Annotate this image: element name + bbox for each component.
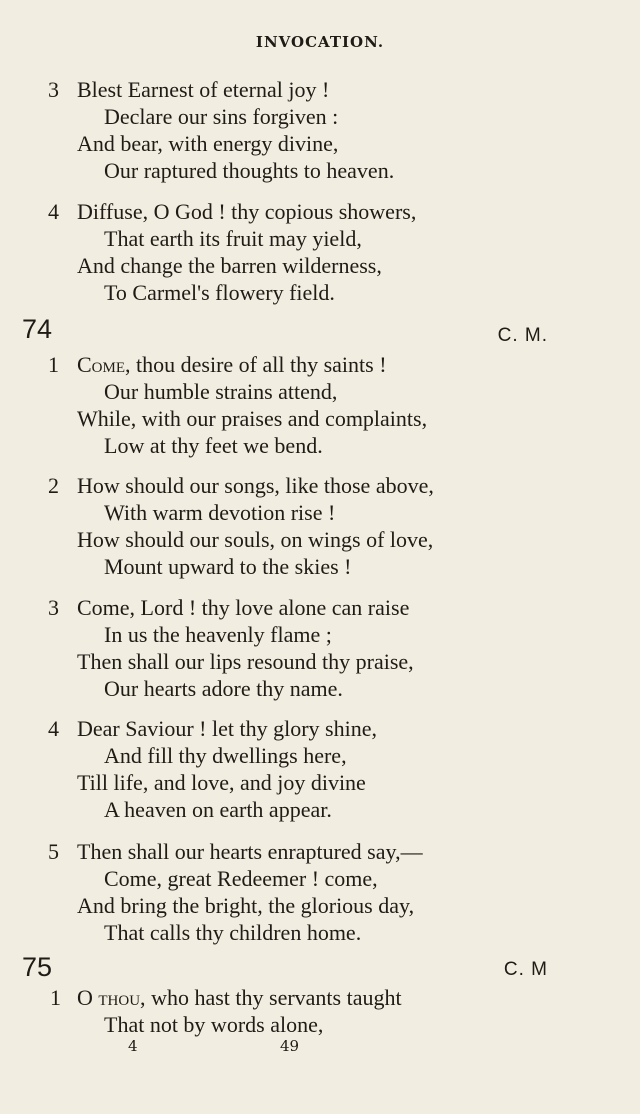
verse-line: How should our souls, on wings of love, xyxy=(77,527,434,552)
verse-first-word: O thou, xyxy=(77,985,146,1010)
verse-line: That not by words alone, xyxy=(104,1012,324,1037)
verse-line: Dear Saviour ! let thy glory shine, xyxy=(77,716,377,741)
hymn-meter: C. M. xyxy=(497,325,548,346)
verse-line: A heaven on earth appear. xyxy=(104,797,332,822)
verse-line: Come, great Redeemer ! come, xyxy=(104,866,378,891)
hymn-number: 74 xyxy=(22,314,53,344)
verse-first-word: Come, xyxy=(77,352,131,377)
verse-line-rest: who hast thy servants taught xyxy=(145,985,402,1010)
verse-line-rest: thou desire of all thy saints ! xyxy=(130,352,387,377)
verse-line: In us the heavenly flame ; xyxy=(104,622,332,647)
verse-line: Mount upward to the skies ! xyxy=(104,554,352,579)
page-number: 49 xyxy=(280,1037,300,1055)
verse-line: Our raptured thoughts to heaven. xyxy=(104,158,395,183)
verse-line: Come, Lord ! thy love alone can raise xyxy=(77,595,410,620)
verse-line: Our humble strains attend, xyxy=(104,379,338,404)
verse-line: Then shall our hearts enraptured say,— xyxy=(77,839,423,864)
verse-line: And change the barren wilderness, xyxy=(77,253,382,278)
verse-line: That earth its fruit may yield, xyxy=(104,226,362,251)
verse-number: 4 xyxy=(48,716,59,741)
verse-line: Our hearts adore thy name. xyxy=(104,676,343,701)
verse-line: With warm devotion rise ! xyxy=(104,500,336,525)
verse-number: 2 xyxy=(48,473,59,498)
verse-number: 3 xyxy=(48,595,59,620)
verse-line xyxy=(77,352,387,378)
running-head: INVOCATION. xyxy=(255,33,385,51)
verse-number: 1 xyxy=(48,352,59,377)
verse-number: 5 xyxy=(48,839,59,864)
verse-line: While, with our praises and complaints, xyxy=(77,406,428,431)
verse-line: Diffuse, O God ! thy copious showers, xyxy=(77,199,417,224)
verse-line: Declare our sins forgiven : xyxy=(104,104,339,129)
verse-line: How should our songs, like those above, xyxy=(77,473,434,498)
verse-line: To Carmel's flowery field. xyxy=(104,280,335,305)
verse-number: 1 xyxy=(50,985,61,1010)
hymn-number: 75 xyxy=(22,952,53,982)
verse-line: And bring the bright, the glorious day, xyxy=(77,893,415,918)
verse-line: That calls thy children home. xyxy=(104,920,362,945)
verse-number: 4 xyxy=(48,199,59,224)
verse-line: And bear, with energy divine, xyxy=(77,131,339,156)
verse-line xyxy=(77,985,402,1011)
verse-line: Low at thy feet we bend. xyxy=(104,433,323,458)
verse-line: Then shall our lips resound thy praise, xyxy=(77,649,414,674)
signature-mark: 4 xyxy=(128,1037,138,1055)
verse-line: Till life, and love, and joy divine xyxy=(77,770,366,795)
verse-line: And fill thy dwellings here, xyxy=(104,743,347,768)
verse-line: Blest Earnest of eternal joy ! xyxy=(77,77,330,102)
hymn-meter: C. M xyxy=(503,959,548,980)
verse-number: 3 xyxy=(48,77,59,102)
